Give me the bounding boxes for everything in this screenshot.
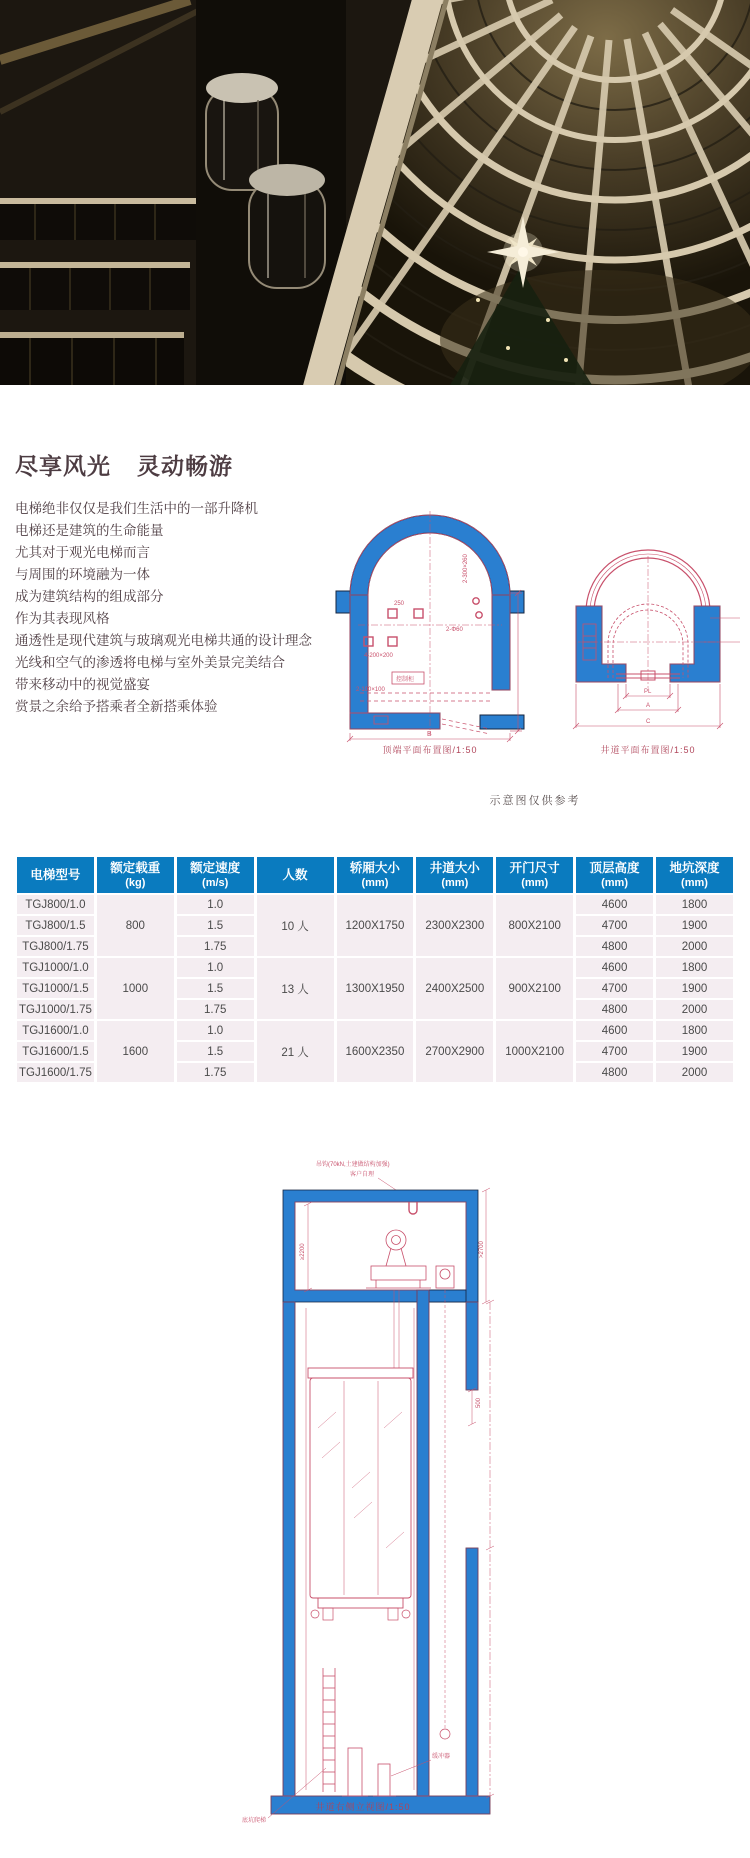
pit-ladder <box>323 1668 335 1792</box>
cell-pit-depth: 1900 <box>656 979 733 998</box>
cell-top-height: 4600 <box>576 1021 653 1040</box>
cell-model: TGJ1600/1.0 <box>17 1021 94 1040</box>
cell-door: 1000X2100 <box>496 1021 573 1082</box>
intro-line: 作为其表现风格 <box>15 611 110 626</box>
owner-note-label: 客户自理 <box>350 1172 375 1178</box>
anchor-label-left: 4-200×200 <box>364 653 393 659</box>
cell-speed: 1.5 <box>177 979 254 998</box>
cell-pit-depth: 1800 <box>656 1021 733 1040</box>
cell-load: 1000 <box>97 958 174 1019</box>
cell-shaft: 2400X2500 <box>416 958 493 1019</box>
cell-speed: 1.0 <box>177 958 254 977</box>
hero-photo <box>0 0 750 385</box>
buffers <box>342 1748 396 1796</box>
table-row <box>17 895 733 914</box>
shaft-bottom-wall <box>350 713 440 729</box>
shaft-left-wall <box>283 1302 295 1796</box>
hook-note-label: 吊钩(70kN,土建做结构加强) <box>316 1162 390 1168</box>
cell-pit-depth: 1800 <box>656 895 733 914</box>
col-header-door: 开门尺寸 (mm) <box>496 857 573 893</box>
cell-speed: 1.75 <box>177 937 254 956</box>
shaft-section-drawing <box>228 1128 498 1833</box>
cell-door: 800X2100 <box>496 895 573 956</box>
cell-top-height: 4800 <box>576 1000 653 1019</box>
col-header-model: 电梯型号 <box>17 857 94 893</box>
col-header-speed: 额定速度 (m/s) <box>177 857 254 893</box>
plan-right-caption: 井道平面布置图/1:50 <box>600 745 696 755</box>
cell-top-height: 4800 <box>576 1063 653 1082</box>
intro-line: 电梯绝非仅仅是我们生活中的一部升降机 <box>15 501 258 516</box>
control-box-label: 控制柜 <box>396 677 415 683</box>
spec-table <box>14 855 736 1084</box>
anchor-label-bottom: 2-100×100 <box>356 687 385 693</box>
cell-speed: 1.75 <box>177 1063 254 1082</box>
cell-model: TGJ1600/1.5 <box>17 1042 94 1061</box>
cell-persons: 10 人 <box>257 895 334 956</box>
cell-model: TGJ1000/1.75 <box>17 1000 94 1019</box>
ladder-label: 底坑爬梯 <box>242 1818 267 1824</box>
page-title: 尽享风光 灵动畅游 <box>15 453 233 479</box>
cell-model: TGJ1000/1.0 <box>17 958 94 977</box>
intro-line: 赏景之余给予搭乘者全新搭乘体验 <box>15 699 218 714</box>
cell-top-height: 4700 <box>576 979 653 998</box>
intro-line: 通透性是现代建筑与玻璃观光电梯共通的设计理念 <box>15 633 312 648</box>
cell-model: TGJ800/1.0 <box>17 895 94 914</box>
cell-speed: 1.5 <box>177 1042 254 1061</box>
holes-label: 2-Φ60 <box>446 627 463 633</box>
intro-section <box>15 448 335 718</box>
dim-500: 500 <box>476 1397 482 1408</box>
dim-label-250: 250 <box>394 601 405 607</box>
col-header-car: 轿厢大小 (mm) <box>337 857 414 893</box>
atrium-photo-illustration <box>0 0 750 385</box>
col-header-load: 额定载重 (kg) <box>97 857 174 893</box>
cell-pit-depth: 2000 <box>656 937 733 956</box>
overspeed-governor <box>436 1266 454 1288</box>
cell-top-height: 4700 <box>576 916 653 935</box>
machine-room-walls <box>283 1190 478 1302</box>
cell-door: 900X2100 <box>496 958 573 1019</box>
table-header-row <box>17 857 733 893</box>
cell-top-height: 4600 <box>576 895 653 914</box>
plan-diagram-right <box>556 548 740 745</box>
reserve-label: 2-300×260 <box>463 554 469 583</box>
cell-pit-depth: 1900 <box>656 1042 733 1061</box>
cell-persons: 13 人 <box>257 958 334 1019</box>
hoist-machine <box>366 1230 431 1288</box>
col-header-pit: 地坑深度 (mm) <box>656 857 733 893</box>
intro-line: 带来移动中的视觉盛宴 <box>15 677 150 692</box>
dim-label-b: B <box>427 731 432 738</box>
cell-car: 1600X2350 <box>337 1021 414 1082</box>
section-drawing-caption: 井道右侧立视图/1:50 <box>315 1802 411 1812</box>
plan-diagram-left <box>330 495 530 750</box>
cell-speed: 1.0 <box>177 895 254 914</box>
dim-room-height: ≥2200 <box>300 1243 306 1260</box>
cell-car: 1300X1950 <box>337 958 414 1019</box>
cell-speed: 1.0 <box>177 1021 254 1040</box>
cell-pit-depth: 1900 <box>656 916 733 935</box>
cell-pit-depth: 2000 <box>656 1063 733 1082</box>
table-row <box>17 1021 733 1040</box>
cell-persons: 21 人 <box>257 1021 334 1082</box>
cell-pit-depth: 2000 <box>656 1000 733 1019</box>
landing-wall-upper <box>466 1302 478 1390</box>
col-header-shaft: 井道大小 (mm) <box>416 857 493 893</box>
cell-speed: 1.75 <box>177 1000 254 1019</box>
shaft-divider-wall <box>417 1290 429 1796</box>
cell-car: 1200X1750 <box>337 895 414 956</box>
buffer-label: 缓冲器 <box>432 1754 451 1760</box>
shaft-right-wall <box>492 595 510 690</box>
lifting-hook <box>409 1202 417 1214</box>
cell-pit-depth: 1800 <box>656 958 733 977</box>
intro-line: 成为建筑结构的组成部分 <box>15 589 164 604</box>
elevator-cab-lower <box>249 164 325 288</box>
dim-label-c: C <box>646 719 651 725</box>
dim-label-a: A <box>646 703 651 709</box>
reference-note: 示意图仅供参考 <box>489 795 581 807</box>
table-row <box>17 958 733 977</box>
intro-line: 尤其对于观光电梯而言 <box>15 545 150 560</box>
cell-top-height: 4700 <box>576 1042 653 1061</box>
col-header-persons: 人数 <box>257 857 334 893</box>
cell-model: TGJ1000/1.5 <box>17 979 94 998</box>
cell-shaft: 2300X2300 <box>416 895 493 956</box>
elevator-car-section <box>308 1368 413 1620</box>
plan-left-caption: 顶端平面布置图/1:50 <box>382 745 478 755</box>
cell-model: TGJ1600/1.75 <box>17 1063 94 1082</box>
intro-line: 电梯还是建筑的生命能量 <box>15 523 164 538</box>
cell-model: TGJ800/1.75 <box>17 937 94 956</box>
dim-overhead: >2700 <box>479 1241 485 1258</box>
shaft-wall-left <box>576 606 626 682</box>
cell-model: TGJ800/1.5 <box>17 916 94 935</box>
landing-wall-lower <box>466 1548 478 1796</box>
cell-top-height: 4800 <box>576 937 653 956</box>
col-header-top: 顶层高度 (mm) <box>576 857 653 893</box>
cell-shaft: 2700X2900 <box>416 1021 493 1082</box>
intro-line: 光线和空气的渗透将电梯与室外美景完美结合 <box>15 655 285 670</box>
intro-line: 与周围的环境融为一体 <box>15 567 150 582</box>
cell-speed: 1.5 <box>177 916 254 935</box>
cell-load: 1600 <box>97 1021 174 1082</box>
dim-label-pl: PL <box>644 689 652 695</box>
cell-top-height: 4600 <box>576 958 653 977</box>
cell-load: 800 <box>97 895 174 956</box>
